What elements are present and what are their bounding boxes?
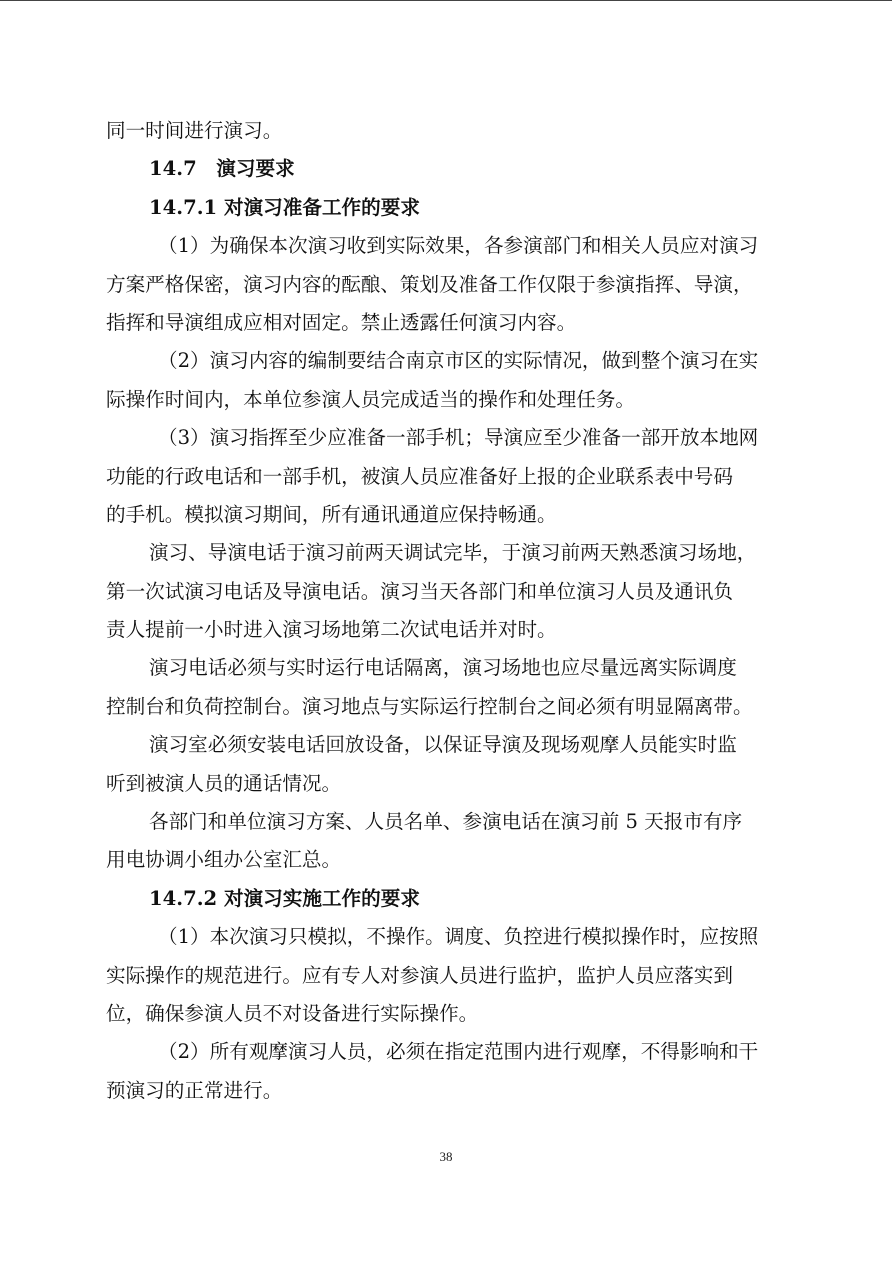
text-line: （2）演习内容的编制要结合南京市区的实际情况，做到整个演习在实 [158,349,759,373]
text-line: 方案严格保密，演习内容的酝酿、策划及准备工作仅限于参演指挥、导演， [106,272,753,296]
text-line: 用电协调小组办公室汇总。 [106,848,342,872]
text-line: 各部门和单位演习方案、人员名单、参演电话在演习前 5 天报市有序 [149,810,743,834]
text-line: （1）本次演习只模拟，不操作。调度、负控进行模拟操作时，应按照 [158,925,759,949]
text-line: 实际操作的规范进行。应有专人对参演人员进行监护，监护人员应落实到 [106,963,733,987]
text-line: 责人提前一小时进入演习场地第二次试电话并对时。 [106,618,557,642]
text-line: 第一次试演习电话及导演电话。演习当天各部门和单位演习人员及通讯负 [106,579,733,603]
page-number: 38 [439,1149,453,1164]
text-line: 功能的行政电话和一部手机，被演人员应准备好上报的企业联系表中号码 [106,464,733,488]
text-line: 同一时间进行演习。 [106,119,283,142]
text-line: 控制台和负荷控制台。演习地点与实际运行控制台之间必须有明显隔离带。 [106,694,753,718]
text-line: （1）为确保本次演习收到实际效果，各参演部门和相关人员应对演习 [158,234,759,258]
text-line: 演习、导演电话于演习前两天调试完毕，于演习前两天熟悉演习场地， [149,541,757,565]
text-line: （2）所有观摩演习人员，必须在指定范围内进行观摩，不得影响和干 [158,1040,759,1064]
text-line: 位，确保参演人员不对设备进行实际操作。 [106,1001,479,1025]
section-heading: 14.7.2 对演习实施工作的要求 [149,886,420,910]
text-line: 预演习的正常进行。 [106,1078,283,1102]
text-line: （3）演习指挥至少应准备一部手机；导演应至少准备一部开放本地网 [158,426,759,450]
text-line: 演习电话必须与实时运行电话隔离，演习场地也应尽量远离实际调度 [149,656,737,680]
text-line: 的手机。模拟演习期间，所有通讯通道应保持畅通。 [106,502,557,526]
text-line: 际操作时间内，本单位参演人员完成适当的操作和处理任务。 [106,387,636,411]
section-heading: 14.7 演习要求 [149,157,295,181]
text-line: 指挥和导演组成应相对固定。禁止透露任何演习内容。 [106,310,577,334]
text-line: 演习室必须安装电话回放设备，以保证导演及现场观摩人员能实时监 [149,733,737,757]
section-heading: 14.7.1 对演习准备工作的要求 [149,195,420,219]
document-body [106,112,790,1110]
text-line: 听到被演人员的通话情况。 [106,771,342,795]
